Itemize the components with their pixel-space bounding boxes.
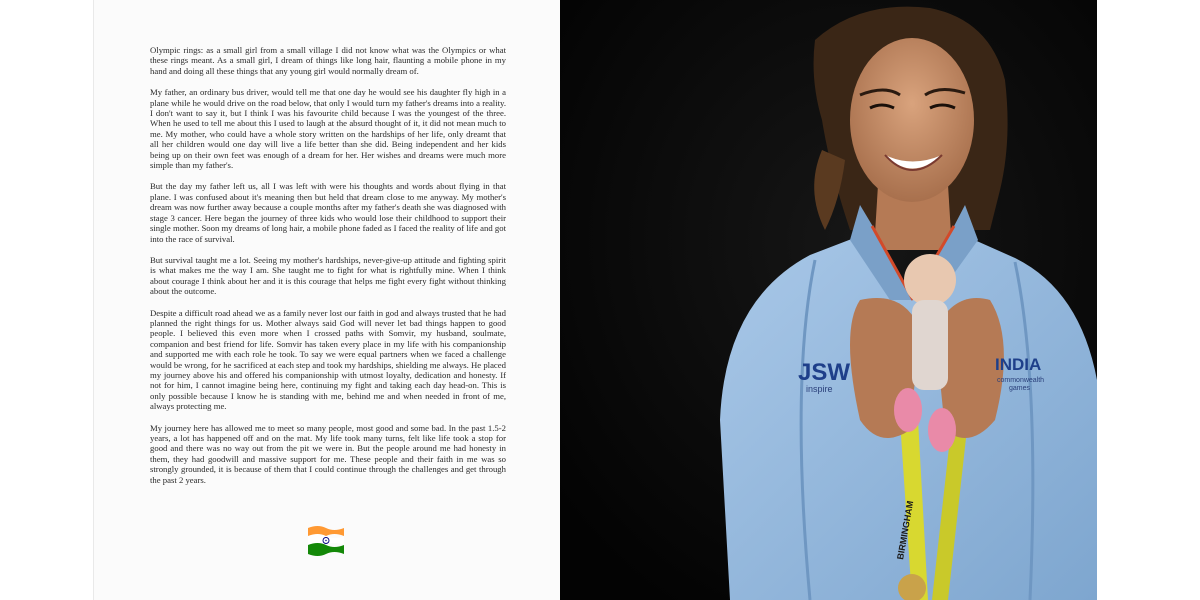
letter-text	[150, 45, 506, 496]
jersey-brand-text: JSW	[798, 359, 851, 386]
letter-paragraph-3: But the day my father left us, all I was left with were his thoughts and words about flying in that plane. I was confused about it's meaning then but held that dream close to me anyway. My mother's dream was now further away because a couple months after my father's death she was diagnosed with stage 3 cancer. Here began the journey of three kids who would lose their childhood to support their single mother. Soon my dreams of long hair, a mobile phone faded as I faced the reality of life and got into the race of survival.	[150, 181, 506, 244]
letter-paragraph-5: Despite a difficult road ahead we as a family never lost our faith in god and always trusted that he had planned the right things for us. Mother always said God will never let bad things happen to good people. I believed this even more when I crossed paths with Somvir, my husband, soulmate, companion and best friend for life. Somvir has taken every place in my life with his companionship and supported me with each role he took. To say we were equal partners when we faced a challenge would be wrong, for he sacrificed at each step and took my hardships, shielding me always. He placed my journey above his and offered his companionship with utmost loyalty, dedication and honesty. If not for him, I cannot imagine being here, continuing my fight and taking each day head-on. This is only possible because I know he is standing with me, behind me and when needed in front of me, always protecting me.	[150, 307, 506, 412]
letter-paragraph-2: My father, an ordinary bus driver, would tell me that one day he would see his daughter fly high in a plane while he would drive on the road below, that only I would turn my father's dreams into a reality. I don't want to say it, but I think I was his favourite child because I was the youngest of the three. When he used to tell me about this I used to laugh at the absurd thought of it, it did not mean much to me. My mother, who could have a whole story written on the hardships of her life, only dreamt that all her children would one day will live a life better than she did. Being independent and her kids being up on their own feet was enough of a dream for her. Her wishes and dreams were much more simple than my father's.	[150, 87, 506, 171]
letter-page	[93, 0, 561, 600]
games-line1-text: commonwealth	[997, 377, 1045, 384]
letter-paragraph-6: My journey here has allowed me to meet so many people, most good and some bad. In the past 1.5-2 years, a lot has happened off and on the mat. My life took many turns, felt like life took a stop for good and there was no way out from the pit we were in. But the people around me had honesty in them, they had goodwill and massive support for me. These people and their faith in me was so strongly grounded, it is because of them that I could continue through the challenges and get through the past 2 years.	[150, 422, 506, 485]
jersey-tagline-text: inspire	[806, 384, 833, 394]
indian-flag-icon	[306, 524, 346, 558]
letter-paragraph-1: Olympic rings: as a small girl from a small village I did not know what was the Olympics or what these rings meant. As a small girl, I dream of things like long hair, flaunting a mobile phone in my hand and doing all these things that any young girl would normally dream of.	[150, 45, 506, 76]
wrestler-photo	[560, 0, 1097, 600]
team-text: INDIA	[995, 355, 1042, 374]
lanyard-text: BIRMINGHAM	[895, 500, 916, 561]
letter-paragraph-4: But survival taught me a lot. Seeing my mother's hardships, never-give-up attitude and fighting spirit is what makes me the way I am. She taught me to fight for what is rightfully mine. When I think about courage I think about her and it is this courage that helps me fight every fight without thinking about the outcome.	[150, 254, 506, 297]
games-line2-text: games	[1009, 385, 1031, 392]
